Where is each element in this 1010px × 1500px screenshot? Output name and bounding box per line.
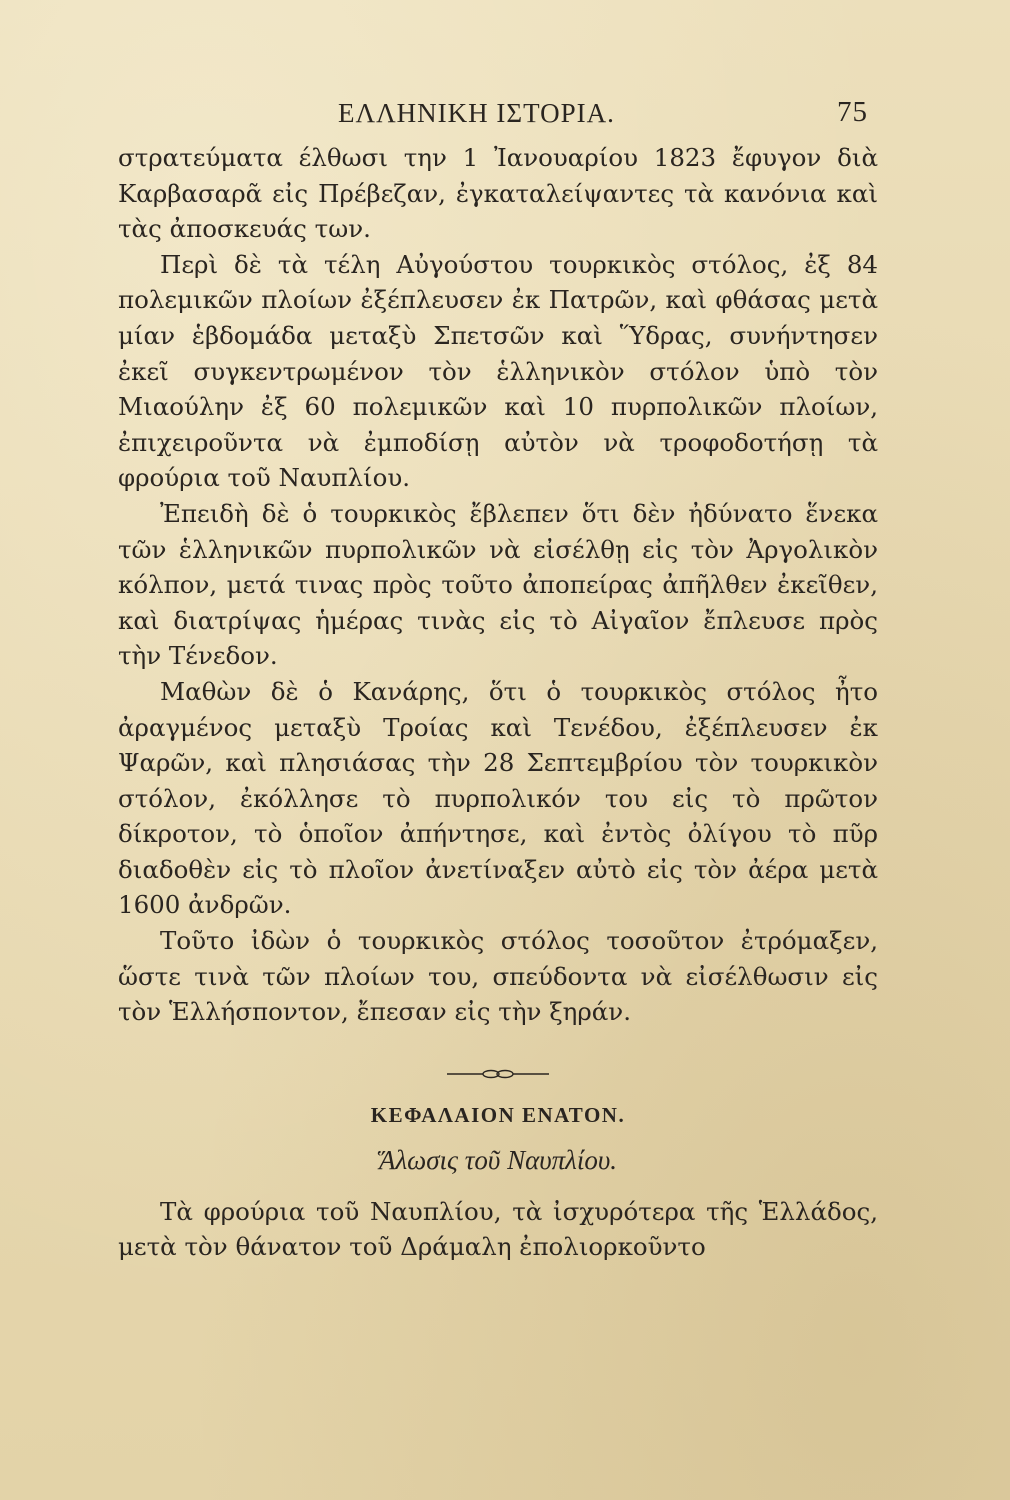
running-title: ΕΛΛΗΝΙΚΗ ΙΣΤΟΡΙΑ. <box>338 98 615 128</box>
paragraph: Τὰ φρούρια τοῦ Ναυπλίου, τὰ ἰσχυρότερα τῆς Ἑλλάδος, μετὰ τὸν θάνατον τοῦ Δράμαλη ἐπολιορκοῦντο <box>118 1196 878 1262</box>
chapter-body-text <box>118 1194 878 1265</box>
page-number: 75 <box>837 96 868 128</box>
paragraph: Περὶ δὲ τὰ τέλη Αὐγούστου τουρκικὸς στόλος, ἐξ 84 πολεμικῶν πλοίων ἐξέπλευσεν ἐκ Πατρῶν, καὶ φθάσας μετὰ μίαν ἑβδομάδα μεταξὺ Σπετσῶν καὶ Ὕδρας, συνήντησεν ἐκεῖ συγκεντρωμένον τὸν ἑλληνικὸν στόλον ὑπὸ τὸν Μιαούλην ἐξ 60 πολεμικῶν καὶ 10 πυρπολικῶν πλοίων, ἐπιχειροῦντα νὰ ἐμποδίσῃ αὐτὸν νὰ τροφοδοτήσῃ τὰ φρούρια τοῦ Ναυπλίου. <box>118 249 878 493</box>
section-divider-ornament <box>118 1064 878 1088</box>
chapter-heading: ΚΕΦΑΛΑΙΟΝ ΕΝΑΤΟΝ. <box>370 1102 626 1127</box>
paragraph: Μαθὼν δὲ ὁ Κανάρης, ὅτι ὁ τουρκικὸς στόλος ἦτο ἀραγμένος μεταξὺ Τροίας καὶ Τενέδου, ἐξέπλευσεν ἐκ Ψαρῶν, καὶ πλησιάσας τὴν 28 Σεπτεμβρίου τὸν τουρκικὸν στόλον, ἐκόλλησε τὸ πυρπολικόν του εἰς τὸ πρῶτον δίκροτον, τὸ ὁποῖον ἀπήντησε, καὶ ἐντὸς ὀλίγου τὸ πῦρ διαδοθὲν εἰς τὸ πλοῖον ἀνετίναξεν αὐτὸ εἰς τὸν ἀέρα μετὰ 1600 ἀνδρῶν. <box>118 676 878 920</box>
running-header <box>118 88 878 140</box>
paragraph: Ἐπειδὴ δὲ ὁ τουρκικὸς ἔβλεπεν ὅτι δὲν ἠδύνατο ἕνεκα τῶν ἑλληνικῶν πυρπολικῶν νὰ εἰσέλθῃ εἰς τὸν Ἀργολικὸν κόλπον, μετά τινας πρὸς τοῦτο ἀποπείρας ἀπῆλθεν ἐκεῖθεν, καὶ διατρίψας ἡμέρας τινὰς εἰς τὸ Αἰγαῖον ἔπλευσε πρὸς τὴν Τένεδον. <box>118 498 878 671</box>
chapter-subtitle: Ἅλωσις τοῦ Ναυπλίου. <box>378 1144 618 1175</box>
paragraph: Τοῦτο ἰδὼν ὁ τουρκικὸς στόλος τοσοῦτον ἐτρόμαξεν, ὥστε τινὰ τῶν πλοίων του, σπεύδοντα νὰ εἰσέλθωσιν εἰς τὸν Ἑλλήσποντον, ἔπεσαν εἰς τὴν ξηράν. <box>118 926 878 1027</box>
body-text <box>118 140 878 1030</box>
ornament-icon <box>443 1064 553 1084</box>
page-text-block <box>118 88 878 1265</box>
paragraph-continued: στρατεύματα έλθωσι την 1 Ἰανουαρίου 1823 ἔφυγον διὰ Καρβασαρᾶ εἰς Πρέβεζαν, ἐγκαταλείψαντες τὰ κανόνια καὶ τὰς ἀποσκευάς των. <box>118 143 878 244</box>
